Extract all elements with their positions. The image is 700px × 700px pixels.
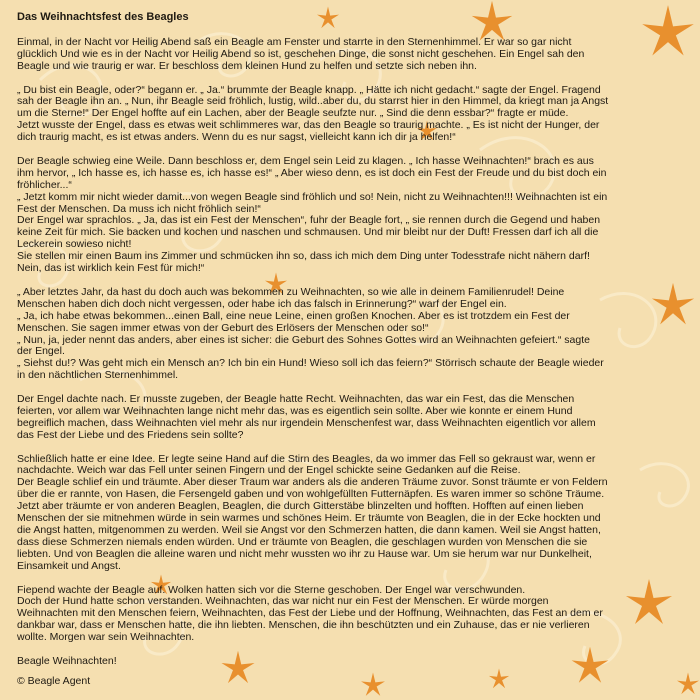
text-line: um die Sterne!“ Der Engel hoffte auf ein Lachen, aber der Beagle seufzte nur. „ Sind die denn essbar?“ fragte er müde. [17, 107, 569, 120]
text-line: wollte. Morgen war sein Weihnachten. [17, 631, 195, 644]
text-line: Jetzt wusste der Engel, dass es etwas weit schlimmeres war, das den Beagle so traurig machte. „ Es ist nicht der Hunger, der [17, 119, 600, 132]
text-line: Menschen der sie mitnehmen würde in sein warmes und schönes Heim. Er träumte von Beaglen, die in der Ecke hockten und [17, 512, 601, 525]
copyright-notice: © Beagle Agent [17, 674, 91, 687]
signoff: Beagle Weihnachten! [17, 654, 117, 667]
paragraph-2 [17, 85, 695, 145]
text-line: das Fest der Liebe und des Friedens sein sollte? [17, 428, 244, 441]
text-line: Nein, das ist wirklich kein Fest für mich!“ [17, 262, 205, 275]
paragraph-3 [17, 156, 695, 275]
text-line: ihm hervor, „ Ich hasse es, ich hasse es, ich hasse es!“ „ Aber wieso denn, es ist doch ein Fest der Freude und du bist doch ein [17, 166, 607, 179]
text-line: sah der Beagle ihn an. „ Nun, ihr Beagle seid fröhlich, lustig, wild..aber du, du starrst hier in den Himmel, da kriegt man ja Angst [17, 95, 609, 108]
paragraph-7 [17, 585, 695, 645]
text-line: „ Nun, ja, jeder nennt das anders, aber eines ist sicher: die Geburt des Sohnes Gottes wird an Weihnachten gefeiert.“ sagte [17, 333, 590, 346]
paragraph-5 [17, 394, 695, 442]
text-line: „ Siehst du!? Was geht mich ein Mensch an? Ich bin ein Hund! Wieso soll ich das feiern?“ Störrisch schaute der Beagle wieder [17, 357, 604, 370]
story-title: Das Weihnachtsfest des Beagles [17, 11, 189, 23]
text-line: feierten, vor allem war Weihnachten lange nicht mehr das, was es eigentlich sein sollte. Aber wie konnte er einem Hund [17, 404, 573, 417]
text-line: keine Zeit für mich. Sie backen und kochen und naschen und schmausen. Und mir bleibt nur der Duft! Fressen darf ich all die [17, 226, 599, 239]
text-line: Fiepend wachte der Beagle auf. Wolken hatten sich vor die Sterne geschoben. Der Engel war verschwunden. [17, 583, 526, 596]
story-text [17, 12, 695, 688]
text-line: Der Engel dachte nach. Er musste zugeben, der Beagle hatte Recht. Weihnachten, das war ein Fest, das die Menschen [17, 393, 575, 406]
text-line: Der Beagle schwieg eine Weile. Dann beschloss er, dem Engel sein Leid zu klagen. „ Ich hasse Weihnachten!“ brach es aus [17, 154, 594, 167]
text-line: Beagle und wie traurig er war. Er beschloss dem kleinen Hund zu helfen und setzte sich neben ihn. [17, 59, 477, 72]
text-line: der Engel. [17, 345, 65, 358]
text-line: Einmal, in der Nacht vor Heilig Abend saß ein Beagle am Fenster und starrte in den Sternenhimmel. Er war so gar nicht [17, 35, 572, 48]
text-line: Doch der Hund hatte schon verstanden. Weihnachten, das war nicht nur ein Fest der Menschen. Er würde morgen [17, 595, 549, 608]
text-line: die Angst hatten, mitgenommen zu werden. Weil sie Angst vor den Schmerzen hatten, die dann kamen. Weil sie Angst hatten, [17, 523, 601, 536]
text-line: Einsamkeit und Angst. [17, 559, 121, 572]
text-line: „ Jetzt komm mir nicht wieder damit...von wegen Beagle sind fröhlich und so! Nein, nicht zu Weihnachten!!! Weihnachten ist ein [17, 190, 608, 203]
text-line: Der Engel war sprachlos. „ Ja, das ist ein Fest der Menschen“, fuhr der Beagle fort, „ sie rennen durch die Gegend und haben [17, 214, 601, 227]
text-line: Leckerein sowieso nicht! [17, 238, 132, 251]
text-line: in den nächtlichen Sternenhimmel. [17, 369, 179, 382]
text-line: „ Aber letztes Jahr, da hast du doch auch was bekommen zu Weihnachten, so wie alle in deinem Familienrudel! Deine [17, 285, 565, 298]
text-line: dankbar war, dass er Menschen hatte, die ihn liebten. Menschen, die ihn beschützten und ein Zuhause, das er nie verlieren [17, 619, 590, 632]
text-line: Weihnachten mit den Menschen feiern, Weihnachten, das Fest der Liebe und der Hoffnung, Weihnachten, das Fest an dem er [17, 607, 603, 620]
text-line: fröhlicher...“ [17, 178, 72, 191]
paragraph-1 [17, 37, 695, 73]
text-line: liebten. Und von Beaglen die alleine waren und nicht mehr wussten wo ihr zu Hause war. Um sie herum war nur Dunkelheit, [17, 547, 592, 560]
text-line: Schließlich hatte er eine Idee. Er legte seine Hand auf die Stirn des Beagles, da wo immer das Fell so gekraust war, wenn er [17, 452, 596, 465]
text-line: „ Du bist ein Beagle, oder?“ begann er. „ Ja.“ brummte der Beagle knapp. „ Hätte ich nicht gedacht.“ sagte der Engel. Fragend [17, 83, 601, 96]
text-line: Menschen haben dich doch nicht vergessen, oder habe ich das falsch in Erinnerung?“ warf der Engel ein. [17, 297, 507, 310]
text-line: Der Beagle schlief ein und träumte. Aber dieser Traum war anders als die anderen Träume zuvor. Sonst träumte er von Feldern [17, 476, 608, 489]
text-line: Menschen. Sie sagen immer etwas von der Geburt des Erlösers der Menschen oder so!“ [17, 321, 429, 334]
text-line: Fest der Menschen. Da muss ich nicht fröhlich sein!“ [17, 202, 261, 215]
text-line: glücklich Und wie es in der Nacht vor Heilig Abend so ist, geschehen Dinge, die sonst nicht geschehen. Ein Engel sah den [17, 47, 585, 60]
text-line: dich traurig macht, es ist etwas anders. Wenn du es nur sagst, vielleicht kann ich dir ja helfen!“ [17, 131, 456, 144]
text-line: begreiflich machen, dass Weihnachten viel mehr als nur irgendein Menschenfest war, dass Weihnachten eigentlich vor allem [17, 416, 596, 429]
text-line: Sie stellen mir einen Baum ins Zimmer und schmücken ihn so, dass ich mich dem Ding unter Todesstrafe nicht nähern darf! [17, 250, 590, 263]
text-line: über die er rannte, von Hasen, die Fersengeld gaben und von wohlgefüllten Futternäpfen. Es waren immer so schöne Träume. [17, 488, 605, 501]
text-line: dass diese Schmerzen niemals enden würden. Und er träumte von Beaglen, die geschlagen wurden von Menschen die sie [17, 535, 588, 548]
text-line: nachdachte. Weich war das Fell unter seinen Fingern und der Engel schickte seine Gedanken auf die Reise. [17, 464, 521, 477]
text-line: Jetzt aber träumte er von anderen Beaglen, Beaglen, die durch Gitterstäbe blinzelten und hofften. Hofften auf einen lieben [17, 500, 584, 513]
paragraph-4 [17, 287, 695, 382]
text-line: „ Ja, ich habe etwas bekommen...einen Ball, eine neue Leine, einen großen Knochen. Aber es ist trotzdem ein Fest der [17, 309, 570, 322]
paragraph-6 [17, 454, 695, 573]
